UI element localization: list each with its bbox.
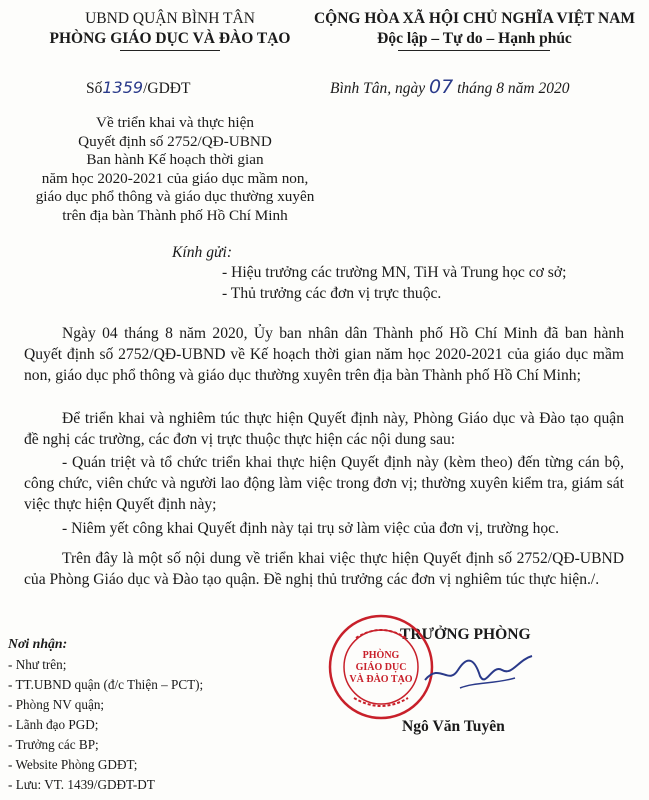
document-date: Bình Tân, ngày 07 tháng 8 năm 2020 xyxy=(330,76,570,98)
stamp-line: GIÁO DỤC xyxy=(355,662,407,673)
body-paragraph: Để triển khai và nghiêm túc thực hiện Quyết định này, Phòng Giáo dục và Đào tạo quận đề nghị các trường, các đơn vị trực thuộc thực hiện các nội dung sau: xyxy=(24,410,624,448)
body-paragraph: Ngày 04 tháng 8 năm 2020, Ủy ban nhân dân Thành phố Hồ Chí Minh đã ban hành Quyết định số 2752/QĐ-UBND về Kế hoạch thời gian năm học 2020-2021 của giáo dục mầm non, giáo dục phổ thông và giáo dục thường xuyên trên địa bàn Thành phố Hồ Chí Minh; xyxy=(24,325,624,384)
signer-title: TRƯỞNG PHÒNG xyxy=(400,626,531,643)
handwritten-signature xyxy=(420,642,540,702)
department-name: PHÒNG GIÁO DỤC VÀ ĐÀO TẠO xyxy=(49,30,291,47)
national-motto: Độc lập – Tự do – Hạnh phúc xyxy=(377,30,572,47)
recipient-item: - Thủ trưởng các đơn vị trực thuộc. xyxy=(222,285,442,302)
receiver-item: - TT.UBND quận (đ/c Thiện – PCT); xyxy=(8,677,204,692)
receiver-item: - Phòng NV quận; xyxy=(8,697,105,712)
nation-title: CỘNG HÒA XÃ HỘI CHỦ NGHĨA VIỆT NAM xyxy=(313,10,636,27)
handwritten-number: 1359 xyxy=(102,78,144,97)
handwritten-day: 07 xyxy=(429,76,454,98)
receivers-list xyxy=(8,636,258,796)
body-paragraph: Trên đây là một số nội dung về triển khai việc thực hiện Quyết định số 2752/QĐ-UBND của Phòng Giáo dục và Đào tạo quận. Đề nghị thủ trưởng các đơn vị nghiêm túc thực hiện./. xyxy=(24,550,624,588)
body-paragraph: - Niêm yết công khai Quyết định này tại trụ sở làm việc của đơn vị, trường học. xyxy=(62,520,559,537)
stamp-line: VÀ ĐÀO TẠO xyxy=(349,674,413,685)
receiver-item: - Trưởng các BP; xyxy=(8,737,99,752)
motto-underline xyxy=(398,50,550,51)
receivers-title: Nơi nhận: xyxy=(8,636,68,651)
recipient-item: - Hiệu trưởng các trường MN, TiH và Trung học cơ sở; xyxy=(222,264,567,281)
subject-block xyxy=(20,114,330,226)
subject-line: Ban hành Kế hoạch thời gian xyxy=(86,151,264,169)
receiver-item: - Lưu: VT. 1439/GDĐT-DT xyxy=(8,777,155,792)
subject-line: giáo dục phổ thông và giáo dục thường xuyên xyxy=(35,188,315,206)
receiver-item: - Lãnh đạo PGD; xyxy=(8,717,99,732)
subject-line: Về triển khai và thực hiện xyxy=(96,114,254,131)
subject-line: trên địa bàn Thành phố Hồ Chí Minh xyxy=(62,206,288,224)
subject-line: năm học 2020-2021 của giáo dục mầm non, xyxy=(41,169,309,187)
header-left-underline xyxy=(120,50,220,51)
receiver-item: - Website Phòng GDĐT; xyxy=(8,757,138,772)
stamp-line: PHÒNG xyxy=(362,650,400,661)
recipients-label: Kính gửi: xyxy=(172,244,233,261)
signer-name: Ngô Văn Tuyên xyxy=(402,718,505,735)
receiver-item: - Như trên; xyxy=(8,657,67,672)
org-name: UBND QUẬN BÌNH TÂN xyxy=(85,10,255,27)
body-paragraph: - Quán triệt và tổ chức triển khai thực hiện Quyết định này (kèm theo) đến từng cán bộ, công chức, viên chức và người lao động làm việc trong đơn vị; thường xuyên kiểm tra, giám sát việc thực hiện Quyết định này; xyxy=(24,454,624,513)
subject-line: Quyết định số 2752/QĐ-UBND xyxy=(78,132,272,150)
document-number: Số1359/GDĐT xyxy=(86,78,191,97)
